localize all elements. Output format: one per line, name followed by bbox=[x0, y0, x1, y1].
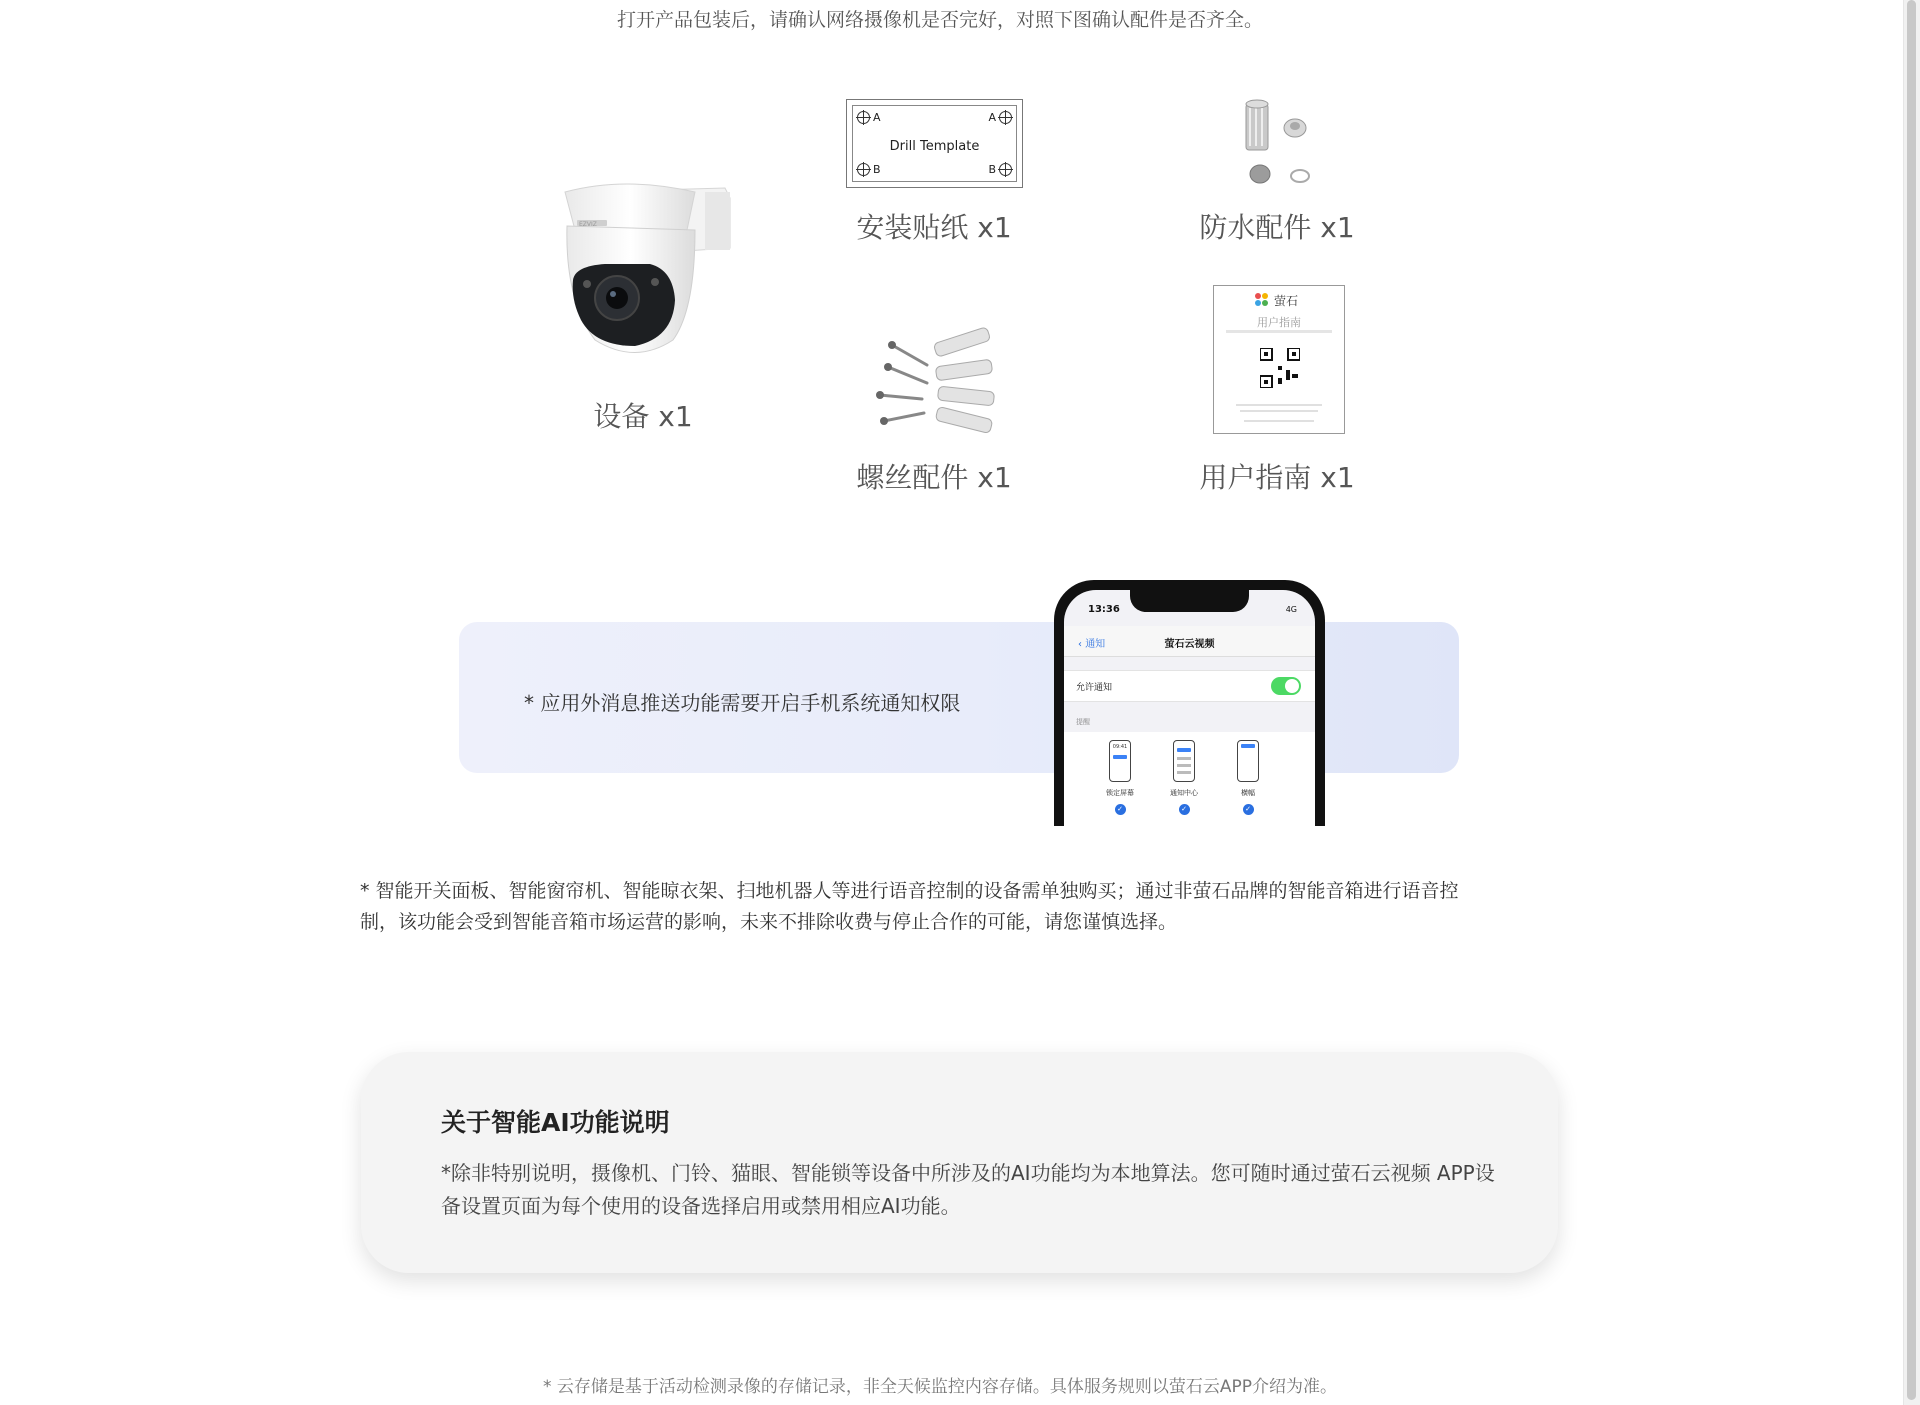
intro-text: 打开产品包装后，请确认网络摄像机是否完好，对照下图确认配件是否齐全。 bbox=[616, 9, 1263, 31]
mini-phone-time: 09:41 bbox=[1112, 744, 1128, 750]
scrollbar[interactable] bbox=[1903, 0, 1920, 1405]
scrollbar-thumb[interactable] bbox=[1907, 0, 1916, 1400]
check-icon: ✓ bbox=[1179, 804, 1190, 815]
camera-image bbox=[555, 170, 735, 360]
ezviz-logo-icon bbox=[1254, 292, 1264, 302]
ai-card-body: *除非特别说明，摄像机、门铃、猫眼、智能锁等设备中所涉及的AI功能均为本地算法。您可随时通过萤石云视频 APP设备设置页面为每个使用的设备选择启用或禁用相应AI功能。 bbox=[441, 1161, 1495, 1218]
allow-notification-toggle bbox=[1271, 677, 1301, 695]
device-label: 设备 x1 bbox=[593, 400, 693, 433]
guide-title: 用户指南 bbox=[1257, 316, 1301, 329]
phone-time: 13:36 bbox=[1088, 604, 1120, 615]
crosshair-icon bbox=[857, 163, 870, 176]
waterproof-label: 防水配件 x1 bbox=[1199, 211, 1355, 244]
screws-image bbox=[872, 325, 1002, 435]
guide-brand: 萤石 bbox=[1274, 294, 1299, 308]
allow-notification-row bbox=[1064, 670, 1315, 702]
device-logo: EZVIZ bbox=[579, 221, 597, 228]
crosshair-icon bbox=[857, 111, 870, 124]
option-label: 锁定屏幕 bbox=[1106, 789, 1134, 797]
corner-b-label: B bbox=[988, 163, 996, 176]
qr-code-icon bbox=[1260, 348, 1300, 388]
waterproof-kit-image bbox=[1240, 96, 1320, 191]
screws-label: 螺丝配件 x1 bbox=[856, 461, 1012, 494]
phone-back-label: 通知 bbox=[1085, 639, 1106, 650]
option-label: 通知中心 bbox=[1170, 789, 1198, 797]
voice-control-note: * 智能开关面板、智能窗帘机、智能晾衣架、扫地机器人等进行语音控制的设备需单独购买；通过非萤石品牌的智能音箱进行语音控制，该功能会受到智能音箱市场运营的影响，未来不排除收费与停止合作的可能，请您谨慎选择。 bbox=[360, 880, 1459, 933]
ai-card-title: 关于智能AI功能说明 bbox=[441, 1108, 670, 1137]
allow-notification-label: 允许通知 bbox=[1076, 683, 1113, 693]
guide-label: 用户指南 x1 bbox=[1199, 461, 1355, 494]
phone-mockup bbox=[1054, 580, 1325, 826]
crosshair-icon bbox=[999, 163, 1012, 176]
drill-sticker-label: 安装贴纸 x1 bbox=[856, 211, 1012, 244]
user-guide-image bbox=[1213, 285, 1345, 434]
phone-nav-title: 萤石云视频 bbox=[1164, 639, 1215, 650]
drill-template-image bbox=[846, 99, 1023, 188]
option-label: 横幅 bbox=[1241, 789, 1255, 797]
crosshair-icon bbox=[999, 111, 1012, 124]
corner-b-label: B bbox=[873, 163, 881, 176]
drill-template-title: Drill Template bbox=[889, 139, 980, 154]
phone-back-button: ‹ 通知 bbox=[1078, 639, 1106, 650]
corner-a-label: A bbox=[988, 111, 996, 124]
option-banner bbox=[1218, 740, 1278, 815]
check-icon: ✓ bbox=[1115, 804, 1126, 815]
phone-status: 4G bbox=[1285, 605, 1297, 614]
option-lock-screen bbox=[1090, 740, 1150, 815]
option-notification-center bbox=[1154, 740, 1214, 815]
cloud-storage-note: * 云存储是基于活动检测录像的存储记录，非全天候监控内容存储。具体服务规则以萤石云APP介绍为准。 bbox=[542, 1377, 1338, 1397]
corner-a-label: A bbox=[873, 111, 881, 124]
notification-text: * 应用外消息推送功能需要开启手机系统通知权限 bbox=[524, 691, 961, 715]
check-icon: ✓ bbox=[1243, 804, 1254, 815]
phone-section-label: 提醒 bbox=[1076, 718, 1090, 726]
